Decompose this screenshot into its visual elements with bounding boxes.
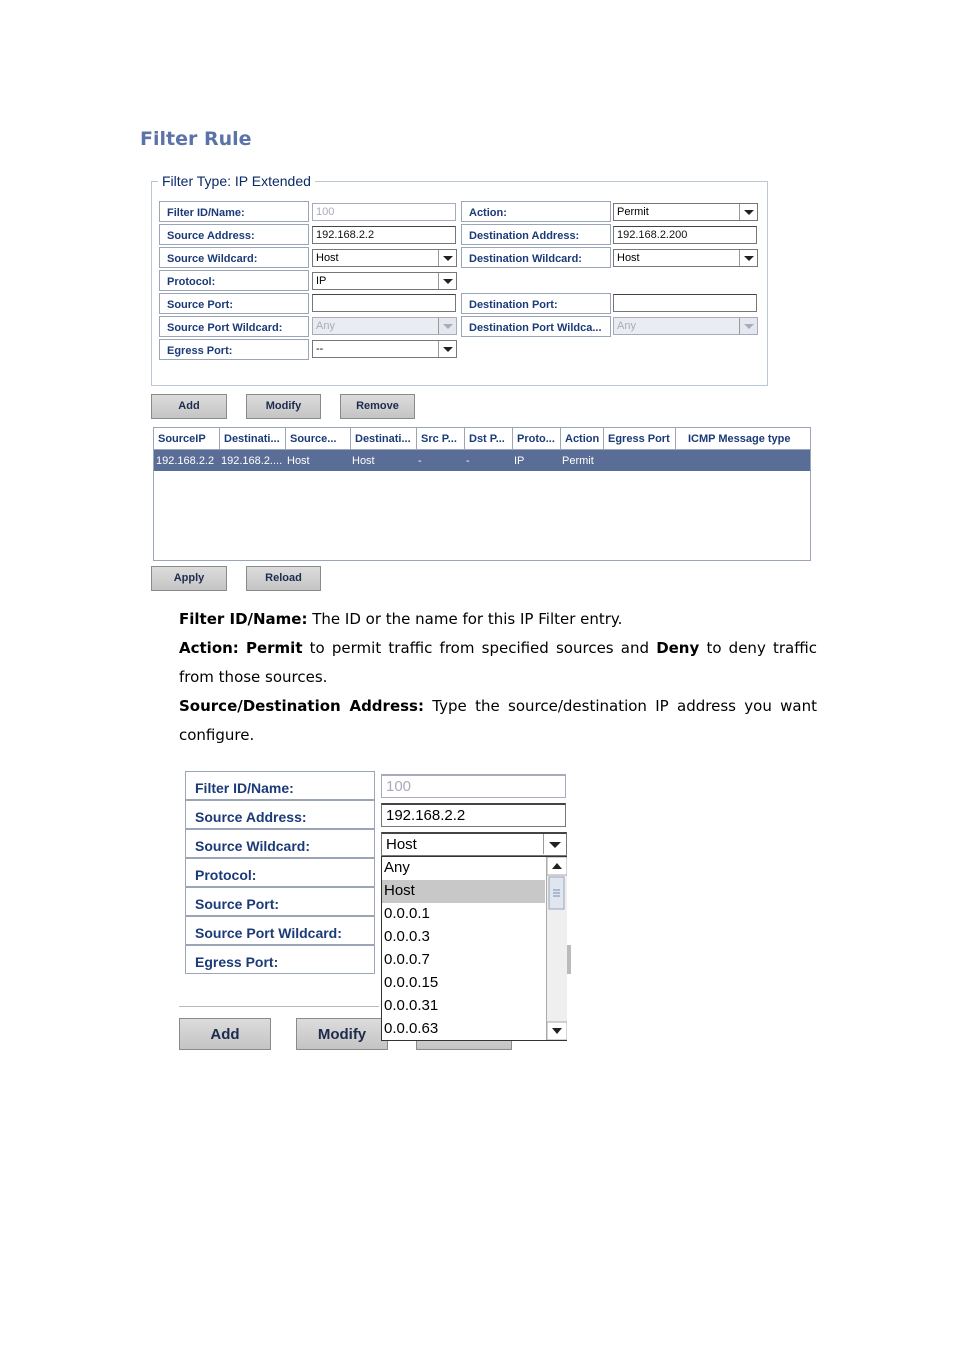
destination-address-input[interactable]: 192.168.2.200 xyxy=(613,226,757,244)
action-select[interactable] xyxy=(613,203,758,221)
term-permit: Permit xyxy=(245,639,303,657)
zoom-source-wildcard-value: Host xyxy=(386,836,417,853)
egress-port-value: -- xyxy=(316,343,324,355)
zoom-source-wildcard-select[interactable] xyxy=(381,832,567,856)
table-cell: Permit xyxy=(562,455,594,467)
divider xyxy=(179,1006,379,1007)
protocol-label: Protocol: xyxy=(159,270,309,291)
dropdown-option[interactable]: 0.0.0.15 xyxy=(384,974,439,991)
table-cell: - xyxy=(418,455,422,467)
source-wildcard-dropdown[interactable] xyxy=(381,856,567,1041)
chevron-down-icon[interactable] xyxy=(543,834,566,854)
table-cell: 192.168.2.2 xyxy=(156,455,215,467)
chevron-down-icon[interactable] xyxy=(739,318,757,334)
description-action xyxy=(179,634,817,663)
dropdown-option[interactable]: 0.0.0.1 xyxy=(384,905,430,922)
description-filter-id xyxy=(179,605,817,634)
destination-port-wildcard-label: Destination Port Wildca... xyxy=(461,316,611,337)
filter-id-input[interactable]: 100 xyxy=(312,203,456,221)
dropdown-scrollbar[interactable] xyxy=(546,857,567,1040)
zoom-source-address-label: Source Address: xyxy=(185,800,375,829)
text: to deny traffic xyxy=(699,639,817,657)
zoom-source-address-input[interactable]: 192.168.2.2 xyxy=(381,803,566,827)
text: The ID or the name for this IP Filter entry. xyxy=(307,610,623,628)
chevron-down-icon[interactable] xyxy=(739,204,757,220)
zoom-egress-port-label: Egress Port: xyxy=(185,945,375,974)
column-header[interactable]: SourceIP xyxy=(154,428,220,450)
column-header[interactable]: Action xyxy=(561,428,604,450)
column-header[interactable]: Source... xyxy=(286,428,351,450)
description-action-cont: from those sources. xyxy=(179,668,328,686)
add-button[interactable]: Add xyxy=(151,394,227,419)
filter-type-legend: Filter Type: IP Extended xyxy=(158,173,315,189)
zoom-source-port-wildcard-label: Source Port Wildcard: xyxy=(185,916,375,945)
zoom-filter-id-input[interactable]: 100 xyxy=(381,774,566,798)
column-header[interactable]: ICMP Message type xyxy=(676,428,810,450)
apply-button[interactable]: Apply xyxy=(151,566,227,591)
table-cell: IP xyxy=(514,455,525,467)
source-port-wildcard-label: Source Port Wildcard: xyxy=(159,316,309,337)
action-value: Permit xyxy=(617,206,649,218)
reload-button[interactable]: Reload xyxy=(246,566,321,591)
egress-port-select[interactable] xyxy=(312,340,457,358)
protocol-select[interactable] xyxy=(312,272,457,290)
column-header[interactable]: Dst P... xyxy=(465,428,513,450)
protocol-value: IP xyxy=(316,275,327,287)
source-port-wildcard-select[interactable] xyxy=(312,317,457,335)
destination-wildcard-label: Destination Wildcard: xyxy=(461,247,611,268)
term: Source/Destination Address: xyxy=(179,697,424,715)
filter-id-label: Filter ID/Name: xyxy=(159,201,309,222)
chevron-down-icon[interactable] xyxy=(739,250,757,266)
dropdown-option[interactable]: 0.0.0.31 xyxy=(384,997,439,1014)
destination-wildcard-select[interactable] xyxy=(613,249,758,267)
zoom-add-button[interactable]: Add xyxy=(179,1018,271,1050)
filter-rule-table xyxy=(153,427,811,561)
source-wildcard-label: Source Wildcard: xyxy=(159,247,309,268)
description-address xyxy=(179,692,817,721)
text: Type the source/destination IP address you want xyxy=(423,697,818,715)
term: Action: xyxy=(179,639,239,657)
dropdown-option[interactable]: Any xyxy=(384,859,410,876)
divider xyxy=(567,945,571,974)
source-wildcard-value: Host xyxy=(316,252,339,264)
source-address-input[interactable]: 192.168.2.2 xyxy=(312,226,456,244)
dropdown-option[interactable]: 0.0.0.3 xyxy=(384,928,430,945)
column-header[interactable]: Destinati... xyxy=(220,428,286,450)
destination-port-input[interactable] xyxy=(613,294,757,312)
destination-address-label: Destination Address: xyxy=(461,224,611,245)
dropdown-option-selected[interactable]: Host xyxy=(382,880,545,903)
action-label: Action: xyxy=(461,201,611,222)
table-cell: 192.168.2.... xyxy=(221,455,283,467)
egress-port-label: Egress Port: xyxy=(159,339,309,360)
description-address-cont: configure. xyxy=(179,726,255,744)
table-cell: - xyxy=(466,455,470,467)
table-cell: Host xyxy=(352,455,375,467)
zoom-modify-button[interactable]: Modify xyxy=(296,1018,388,1050)
page-title: Filter Rule xyxy=(140,128,252,150)
zoom-source-port-label: Source Port: xyxy=(185,887,375,916)
chevron-down-icon[interactable] xyxy=(438,273,456,289)
column-header[interactable]: Egress Port xyxy=(604,428,676,450)
modify-button[interactable]: Modify xyxy=(246,394,321,419)
source-port-input[interactable] xyxy=(312,294,456,312)
term: Filter ID/Name: xyxy=(179,610,308,628)
text: to permit traffic from specified sources and xyxy=(302,639,657,657)
remove-button[interactable]: Remove xyxy=(340,394,415,419)
chevron-down-icon[interactable] xyxy=(438,318,456,334)
table-row[interactable] xyxy=(154,450,810,471)
term-deny: Deny xyxy=(656,639,700,657)
column-header[interactable]: Src P... xyxy=(417,428,465,450)
chevron-down-icon[interactable] xyxy=(438,250,456,266)
source-wildcard-select[interactable] xyxy=(312,249,457,267)
column-header[interactable]: Proto... xyxy=(513,428,561,450)
destination-wildcard-value: Host xyxy=(617,252,640,264)
zoom-filter-id-label: Filter ID/Name: xyxy=(185,771,375,800)
zoom-protocol-label: Protocol: xyxy=(185,858,375,887)
source-port-label: Source Port: xyxy=(159,293,309,314)
destination-port-wildcard-select[interactable] xyxy=(613,317,758,335)
column-header[interactable]: Destinati... xyxy=(351,428,417,450)
chevron-down-icon[interactable] xyxy=(438,341,456,357)
source-port-wildcard-value: Any xyxy=(316,320,335,332)
destination-port-wildcard-value: Any xyxy=(617,320,636,332)
table-cell: Host xyxy=(287,455,310,467)
source-address-label: Source Address: xyxy=(159,224,309,245)
destination-port-label: Destination Port: xyxy=(461,293,611,314)
zoom-source-wildcard-label: Source Wildcard: xyxy=(185,829,375,858)
dropdown-option[interactable]: 0.0.0.7 xyxy=(384,951,430,968)
dropdown-option[interactable]: 0.0.0.63 xyxy=(384,1020,439,1037)
